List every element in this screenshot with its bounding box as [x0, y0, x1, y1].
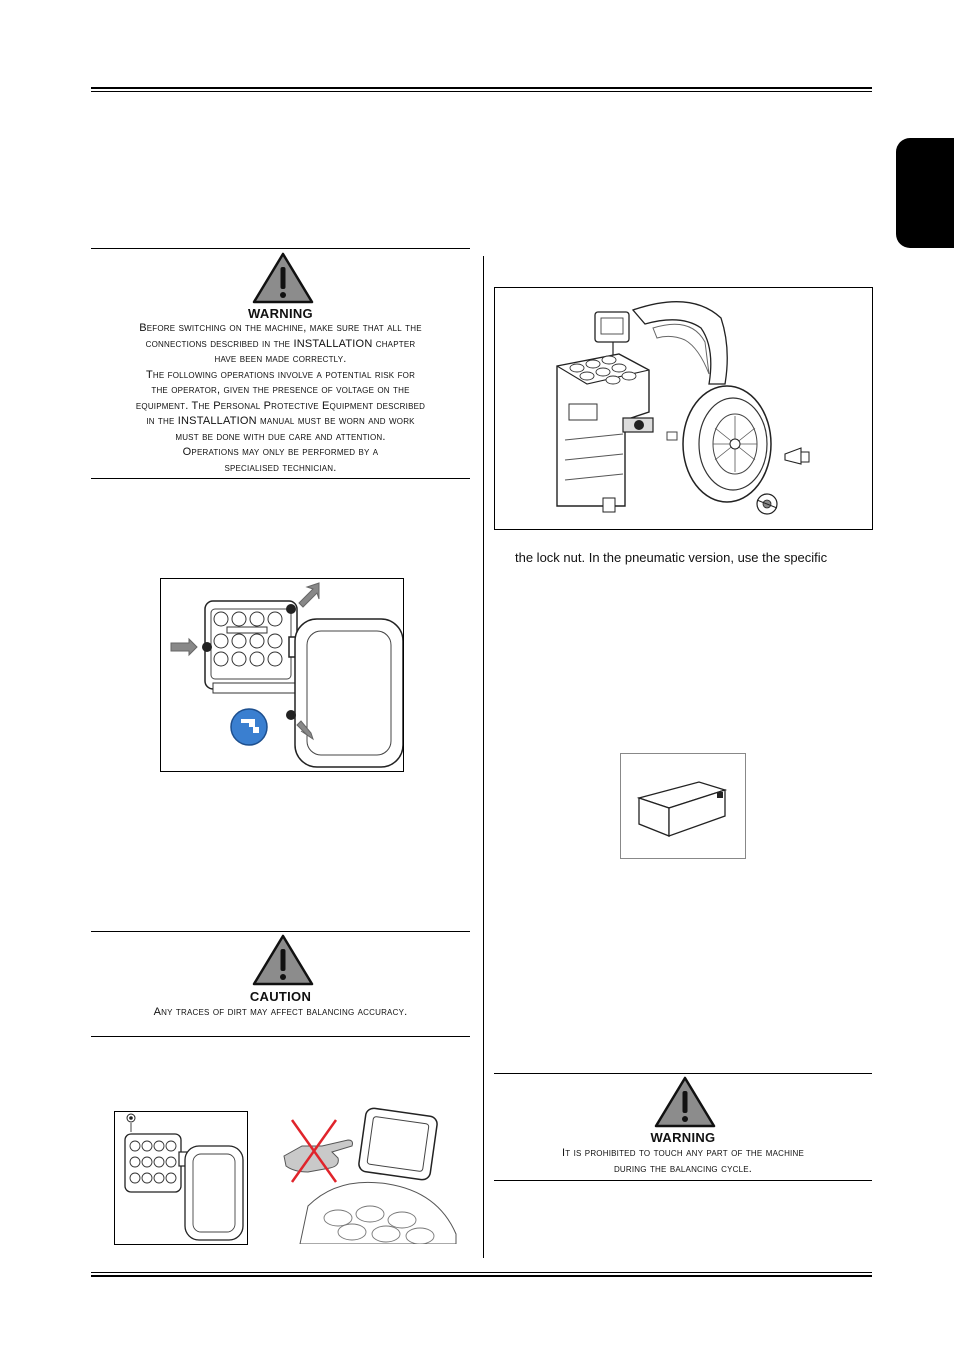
language-tab: [896, 138, 954, 248]
warning-text: It is prohibited to touch any part of the machine during the balancing cycle.: [561, 1147, 804, 1175]
column-divider: [483, 256, 484, 1258]
warning-title: WARNING: [650, 1130, 716, 1145]
footer-rule: [91, 1275, 872, 1277]
warning-text: Before switching on the machine, make sure that all the connections described in the INSTALLATION chapter have been made correctly. The following operations involve a potential risk for the operator, given the presence of voltage on the equipment. The Personal Protective Equipment described in the INSTALLATION manual must be worn and work must be done with due care and attention. Operations may only be performed by a specialised technician.: [135, 322, 426, 474]
box-figure: [620, 753, 746, 859]
lock-nut-text: the lock nut. In the pneumatic version, use the specific: [515, 550, 828, 565]
caution-text: Any traces of dirt may affect balancing accuracy.: [153, 1006, 408, 1018]
header-rule-thin: [91, 91, 872, 92]
warning-title: WARNING: [248, 306, 313, 321]
machine-small-top-view-figure: [114, 1111, 248, 1245]
header-rule: [91, 87, 872, 89]
footer-rule-thin: [91, 1272, 872, 1273]
warning-triangle-icon: [252, 252, 314, 304]
caution-title: CAUTION: [249, 989, 312, 1004]
warning-triangle-icon: [654, 1076, 716, 1128]
no-touch-display-figure: [278, 1106, 462, 1244]
machine-top-view-figure: [160, 578, 404, 772]
caution-triangle-icon: [252, 934, 314, 986]
wheel-mounting-figure: [494, 287, 873, 530]
